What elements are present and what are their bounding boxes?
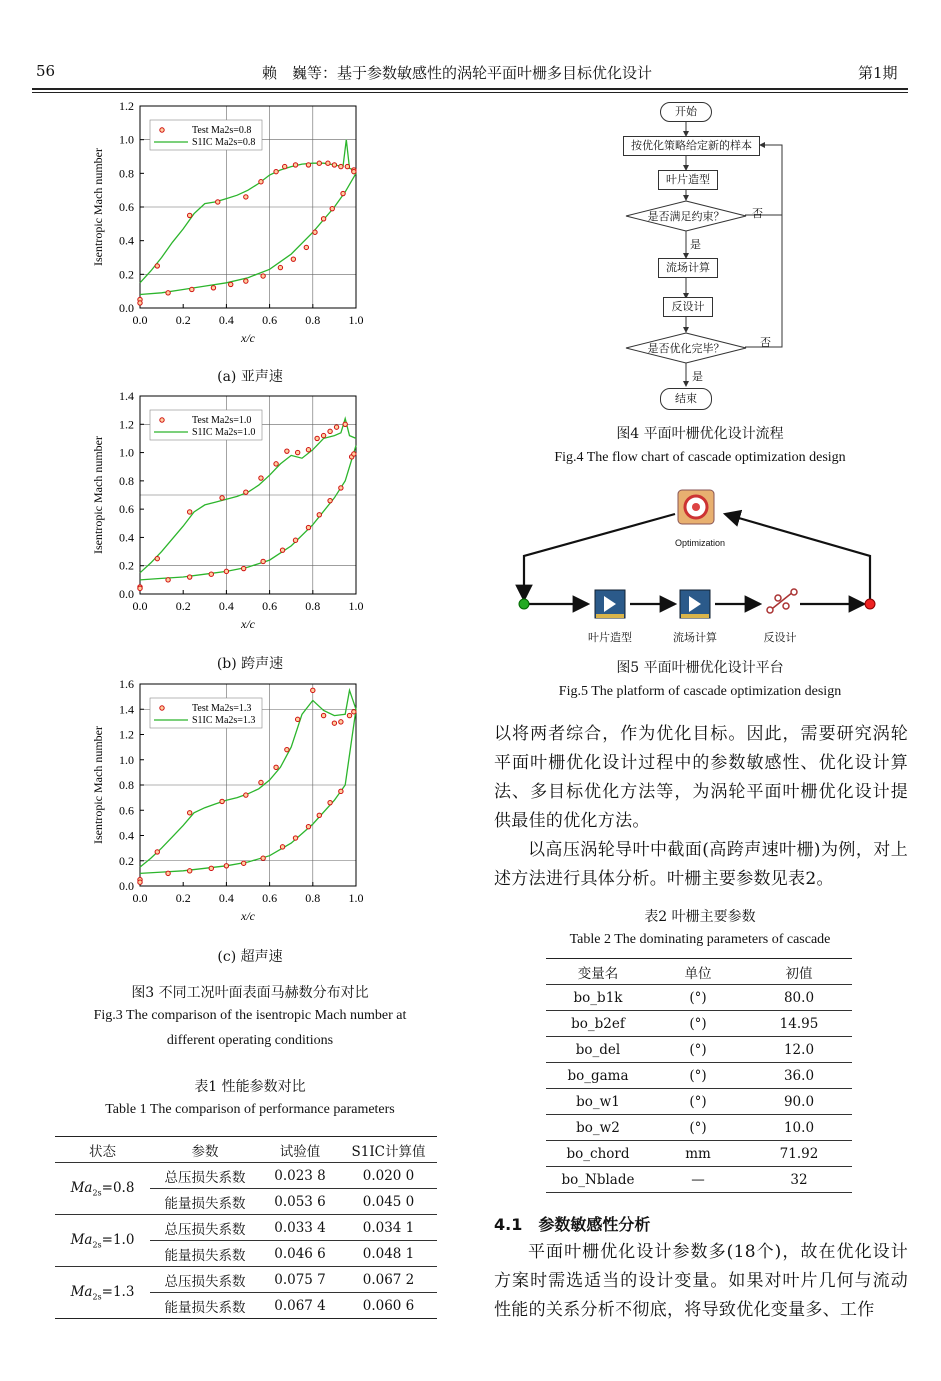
y-tick-label: 0.4: [119, 828, 134, 843]
data-point: [306, 448, 310, 452]
data-point: [241, 861, 245, 865]
legend-label: S1IC Ma2s=0.8: [192, 137, 256, 148]
data-point: [259, 780, 263, 784]
table2-cell: (°): [650, 985, 746, 1011]
y-tick-label: 1.6: [119, 677, 134, 691]
x-tick-label: 1.0: [348, 599, 364, 613]
data-point: [187, 869, 191, 873]
data-point: [244, 279, 248, 283]
chart-transonic: [88, 388, 388, 646]
x-tick-label: 0.2: [175, 313, 191, 327]
data-point: [321, 433, 325, 437]
table1-cell: 0.046 6: [260, 1241, 340, 1267]
flow-cfd: 流场计算: [658, 258, 718, 278]
inverse-design-icon: [767, 589, 797, 613]
table1-cell: 总压损失系数: [150, 1267, 260, 1293]
legend-label: Test Ma2s=1.0: [192, 415, 252, 426]
subcaption-c: (c) 超声速: [217, 949, 283, 965]
table2-cell: (°): [650, 1115, 746, 1141]
module-cfd: 流场计算: [673, 631, 717, 644]
data-point: [259, 476, 263, 480]
table2-cell: bo_Nblade: [546, 1167, 650, 1193]
table2-cell: bo_w1: [546, 1089, 650, 1115]
data-point: [328, 800, 332, 804]
table1-cell: 0.067 2: [340, 1267, 437, 1293]
table2: [546, 958, 852, 1193]
data-point: [224, 569, 228, 573]
data-point: [315, 436, 319, 440]
data-point: [328, 498, 332, 502]
cfd-icon: [680, 590, 710, 618]
table1-cell: 0.067 4: [274, 1297, 326, 1314]
table2-cell: bo_b1k: [546, 985, 650, 1011]
legend-label: Test Ma2s=1.3: [192, 703, 252, 714]
flow-start: 开始: [660, 102, 712, 122]
fig4-caption-cn: 图4 平面叶栅优化设计流程: [616, 426, 784, 442]
data-point: [339, 164, 343, 168]
table1-cell: 0.020 0: [340, 1163, 437, 1189]
fig5-caption-cn: 图5 平面叶栅优化设计平台: [616, 660, 784, 676]
flow-no-2: 否: [760, 336, 771, 349]
data-point: [283, 164, 287, 168]
data-point: [229, 282, 233, 286]
table2-cell: (°): [650, 1063, 746, 1089]
data-point: [306, 163, 310, 167]
data-point: [187, 575, 191, 579]
y-axis-label: Isentropic Mach number: [91, 148, 105, 266]
table1-cell: 总压损失系数: [150, 1163, 260, 1189]
header-rule-thin: [32, 92, 908, 93]
table2-cell: 12.0: [746, 1037, 852, 1063]
data-point: [306, 525, 310, 529]
paragraph-2: 以高压涡轮导叶中截面(高跨声速叶栅)为例，对上述方法进行具体分析。叶栅主要参数见表2。: [494, 840, 908, 889]
table2-cell: bo_chord: [546, 1141, 650, 1167]
table2-cell: 32: [746, 1167, 852, 1193]
table2-title-cn: 表2 叶栅主要参数: [644, 909, 756, 925]
header-rule: [32, 88, 908, 90]
x-axis-label: x/c: [241, 617, 255, 631]
data-point: [138, 301, 142, 305]
data-point: [341, 191, 345, 195]
data-point: [216, 200, 220, 204]
y-tick-label: 0.2: [119, 558, 134, 573]
x-tick-label: 1.0: [348, 313, 364, 327]
subcaption-a: (a) 亚声速: [217, 369, 283, 385]
legend-marker: [160, 706, 164, 710]
y-tick-label: 1.4: [119, 389, 134, 403]
data-point: [339, 720, 343, 724]
data-point: [155, 264, 159, 268]
flow-sample: 按优化策略给定新的样本: [623, 136, 760, 156]
table2-cell: 71.92: [746, 1141, 852, 1167]
optimization-label: Optimization: [674, 538, 726, 548]
paragraph-1: 以将两者综合，作为优化目标。因此，需要研究涡轮平面叶栅优化设计过程中的参数敏感性、优化设计算法、多目标优化方法等，为涡轮平面叶栅优化设计提供最佳的优化方法。: [494, 724, 908, 831]
table1-cell: 能量损失系数: [164, 1299, 246, 1316]
series-line-upper: [140, 140, 356, 283]
y-tick-label: 0.6: [119, 803, 134, 818]
data-point: [261, 274, 265, 278]
flow-decision-1: 是否满足约束？: [647, 210, 725, 223]
table2-header: 初值: [746, 959, 852, 985]
x-axis-label: x/c: [241, 909, 255, 923]
flow-decision-2: 是否优化完毕？: [647, 342, 725, 355]
data-point: [224, 864, 228, 868]
data-point: [155, 850, 159, 854]
page-number: 56: [36, 62, 56, 80]
module-blade: 叶片造型: [588, 631, 632, 644]
table1-cell: 0.033 4: [260, 1215, 340, 1241]
data-point: [274, 462, 278, 466]
data-point: [280, 845, 284, 849]
data-point: [285, 449, 289, 453]
fig3-caption-en-2: different operating conditions: [166, 1033, 334, 1048]
data-point: [138, 880, 142, 884]
data-point: [155, 556, 159, 560]
data-point: [352, 452, 356, 456]
data-point: [347, 713, 351, 717]
x-tick-label: 0.8: [305, 599, 321, 613]
y-tick-label: 1.2: [119, 727, 134, 742]
table2-cell: bo_del: [546, 1037, 650, 1063]
data-point: [332, 163, 336, 167]
table2-cell: bo_w2: [546, 1115, 650, 1141]
blade-modeling-icon: [595, 590, 625, 618]
data-point: [345, 164, 349, 168]
series-line-upper: [140, 419, 356, 573]
y-tick-label: 0.0: [119, 879, 134, 893]
y-axis-label: Isentropic Mach number: [91, 436, 105, 554]
data-point: [166, 291, 170, 295]
x-tick-label: 0.6: [262, 891, 278, 905]
data-point: [220, 799, 224, 803]
x-tick-label: 0.2: [175, 891, 191, 905]
table2-cell: 90.0: [746, 1089, 852, 1115]
y-tick-label: 0.0: [119, 301, 134, 315]
table1-cell: 总压损失系数: [150, 1215, 260, 1241]
table1-cell: 0.053 6: [260, 1189, 340, 1215]
optimization-icon: [678, 490, 714, 524]
data-point: [317, 161, 321, 165]
start-node-icon: [519, 599, 529, 609]
y-tick-label: 0.2: [119, 853, 134, 868]
table1-title-cn: 表1 性能参数对比: [194, 1079, 306, 1095]
flow-no-1: 否: [752, 207, 763, 220]
data-point: [321, 713, 325, 717]
table2-cell: 10.0: [746, 1115, 852, 1141]
y-tick-label: 0.0: [119, 587, 134, 601]
chart-subsonic: [88, 98, 388, 360]
data-point: [278, 265, 282, 269]
x-tick-label: 0.2: [175, 599, 191, 613]
y-tick-label: 0.8: [119, 473, 134, 488]
table1-state: $Ma_{2s}=0.8$: [55, 1163, 150, 1215]
table1-cell: 0.023 8: [260, 1163, 340, 1189]
table1-header: 状态: [89, 1143, 116, 1160]
running-title: 赖 巍等：基于参数敏感性的涡轮平面叶栅多目标优化设计: [262, 64, 653, 82]
table2-cell: (°): [650, 1011, 746, 1037]
table2-cell: 14.95: [746, 1011, 852, 1037]
x-tick-label: 0.8: [305, 313, 321, 327]
table1: [55, 1136, 437, 1319]
data-point: [244, 195, 248, 199]
y-axis-label: Isentropic Mach number: [91, 726, 105, 844]
data-point: [211, 286, 215, 290]
table2-cell: 36.0: [746, 1063, 852, 1089]
data-point: [339, 789, 343, 793]
table1-cell: 0.048 1: [340, 1241, 437, 1267]
table2-title-en: Table 2 The dominating parameters of cascade: [569, 932, 831, 947]
data-point: [138, 586, 142, 590]
data-point: [261, 559, 265, 563]
end-node-icon: [865, 599, 875, 609]
data-point: [274, 765, 278, 769]
data-point: [352, 169, 356, 173]
table1-state: $Ma_{2s}=1.0$: [55, 1215, 150, 1267]
table2-cell: (°): [650, 1037, 746, 1063]
table1-cell: 0.060 6: [362, 1297, 415, 1314]
data-point: [244, 793, 248, 797]
section-heading: 4.1 参数敏感性分析: [494, 1215, 651, 1234]
table2-header: 单位: [650, 959, 746, 985]
y-tick-label: 1.0: [119, 752, 134, 767]
data-point: [321, 217, 325, 221]
data-point: [330, 206, 334, 210]
subcaption-b: (b) 跨声速: [216, 656, 284, 672]
data-point: [190, 287, 194, 291]
data-point: [166, 578, 170, 582]
table2-cell: (°): [650, 1089, 746, 1115]
x-tick-label: 0.4: [218, 891, 234, 905]
series-line-lower: [140, 446, 356, 580]
table1-state: $Ma_{2s}=1.3$: [70, 1283, 135, 1302]
x-tick-label: 0.0: [132, 891, 148, 905]
flow-end: 结束: [660, 388, 712, 410]
table1-header: 参数: [191, 1143, 219, 1160]
data-point: [306, 824, 310, 828]
table1-cell: 0.075 7: [260, 1267, 340, 1293]
data-point: [313, 230, 317, 234]
legend-marker: [160, 128, 164, 132]
flow-blade-modeling: 叶片造型: [658, 170, 718, 190]
y-tick-label: 1.0: [119, 132, 134, 147]
data-point: [352, 710, 356, 714]
data-point: [241, 566, 245, 570]
data-point: [317, 513, 321, 517]
data-point: [332, 721, 336, 725]
x-tick-label: 0.6: [262, 313, 278, 327]
legend-label: Test Ma2s=0.8: [192, 125, 252, 136]
data-point: [343, 422, 347, 426]
table1-cell: 能量损失系数: [150, 1189, 260, 1215]
table2-cell: —: [650, 1167, 746, 1193]
data-point: [334, 425, 338, 429]
y-tick-label: 0.2: [119, 267, 134, 282]
table1-header: 试验值: [279, 1143, 321, 1160]
data-point: [244, 490, 248, 494]
data-point: [293, 836, 297, 840]
x-tick-label: 0.6: [262, 599, 278, 613]
y-tick-label: 0.4: [119, 233, 134, 248]
issue-number: 第1期: [858, 64, 898, 82]
legend-label: S1IC Ma2s=1.0: [192, 427, 256, 438]
series-line-lower: [140, 173, 356, 294]
data-point: [187, 510, 191, 514]
y-tick-label: 1.0: [119, 445, 134, 460]
data-point: [187, 213, 191, 217]
data-point: [209, 866, 213, 870]
data-point: [293, 163, 297, 167]
y-tick-label: 0.8: [119, 778, 134, 792]
y-tick-label: 1.4: [119, 702, 134, 717]
y-tick-label: 1.2: [119, 417, 134, 432]
data-point: [295, 450, 299, 454]
table2-cell: bo_b2ef: [546, 1011, 650, 1037]
data-point: [293, 538, 297, 542]
table2-header: 变量名: [546, 959, 650, 985]
fig5-caption-en: Fig.5 The platform of cascade optimization design: [558, 684, 842, 699]
x-tick-label: 1.0: [348, 891, 364, 905]
data-point: [220, 496, 224, 500]
series-line-lower: [140, 709, 356, 873]
table1-title-en: Table 1 The comparison of performance parameters: [105, 1102, 395, 1117]
data-point: [259, 180, 263, 184]
data-point: [187, 811, 191, 815]
y-tick-label: 0.6: [119, 200, 134, 214]
table1-cell: 0.034 1: [340, 1215, 437, 1241]
y-tick-label: 1.2: [119, 99, 134, 113]
x-tick-label: 0.4: [218, 313, 234, 327]
table1-header: S1IC计算值: [351, 1143, 426, 1160]
table2-cell: bo_gama: [546, 1063, 650, 1089]
fig4-caption-en: Fig.4 The flow chart of cascade optimization design: [554, 450, 846, 465]
data-point: [328, 429, 332, 433]
x-tick-label: 0.4: [218, 599, 234, 613]
data-point: [339, 486, 343, 490]
data-point: [285, 747, 289, 751]
legend-marker: [160, 418, 164, 422]
data-point: [274, 169, 278, 173]
paragraph-3: 平面叶栅优化设计参数多(18个)，故在优化设计方案时需选适当的设计变量。如果对叶片几何与流动性能的关系分析不彻底，将导致优化变量多、工作: [494, 1242, 908, 1320]
data-point: [209, 572, 213, 576]
table1-cell: 能量损失系数: [150, 1241, 260, 1267]
module-inverse: 反设计: [763, 631, 797, 644]
x-tick-label: 0.0: [132, 313, 148, 327]
fig3-caption-en-1: Fig.3 The comparison of the isentropic Mach number at: [93, 1008, 407, 1023]
data-point: [311, 688, 315, 692]
fig3-caption-cn: 图3 不同工况叶面表面马赫数分布对比: [131, 985, 369, 1001]
table1-cell: 0.045 0: [340, 1189, 437, 1215]
flow-yes-2: 是: [692, 370, 703, 383]
data-point: [326, 161, 330, 165]
y-tick-label: 0.8: [119, 166, 134, 181]
legend-label: S1IC Ma2s=1.3: [192, 715, 256, 726]
x-tick-label: 0.0: [132, 599, 148, 613]
flow-yes-1: 是: [690, 238, 701, 251]
data-point: [261, 856, 265, 860]
x-tick-label: 0.8: [305, 891, 321, 905]
table2-cell: 80.0: [746, 985, 852, 1011]
chart-supersonic: [88, 676, 388, 938]
data-point: [317, 813, 321, 817]
data-point: [166, 871, 170, 875]
y-tick-label: 0.6: [119, 502, 134, 517]
data-point: [280, 548, 284, 552]
data-point: [295, 717, 299, 721]
table2-cell: mm: [650, 1141, 746, 1167]
y-tick-label: 0.4: [119, 530, 134, 545]
data-point: [291, 257, 295, 261]
data-point: [304, 245, 308, 249]
flow-inverse: 反设计: [663, 297, 713, 317]
x-axis-label: x/c: [241, 331, 255, 345]
